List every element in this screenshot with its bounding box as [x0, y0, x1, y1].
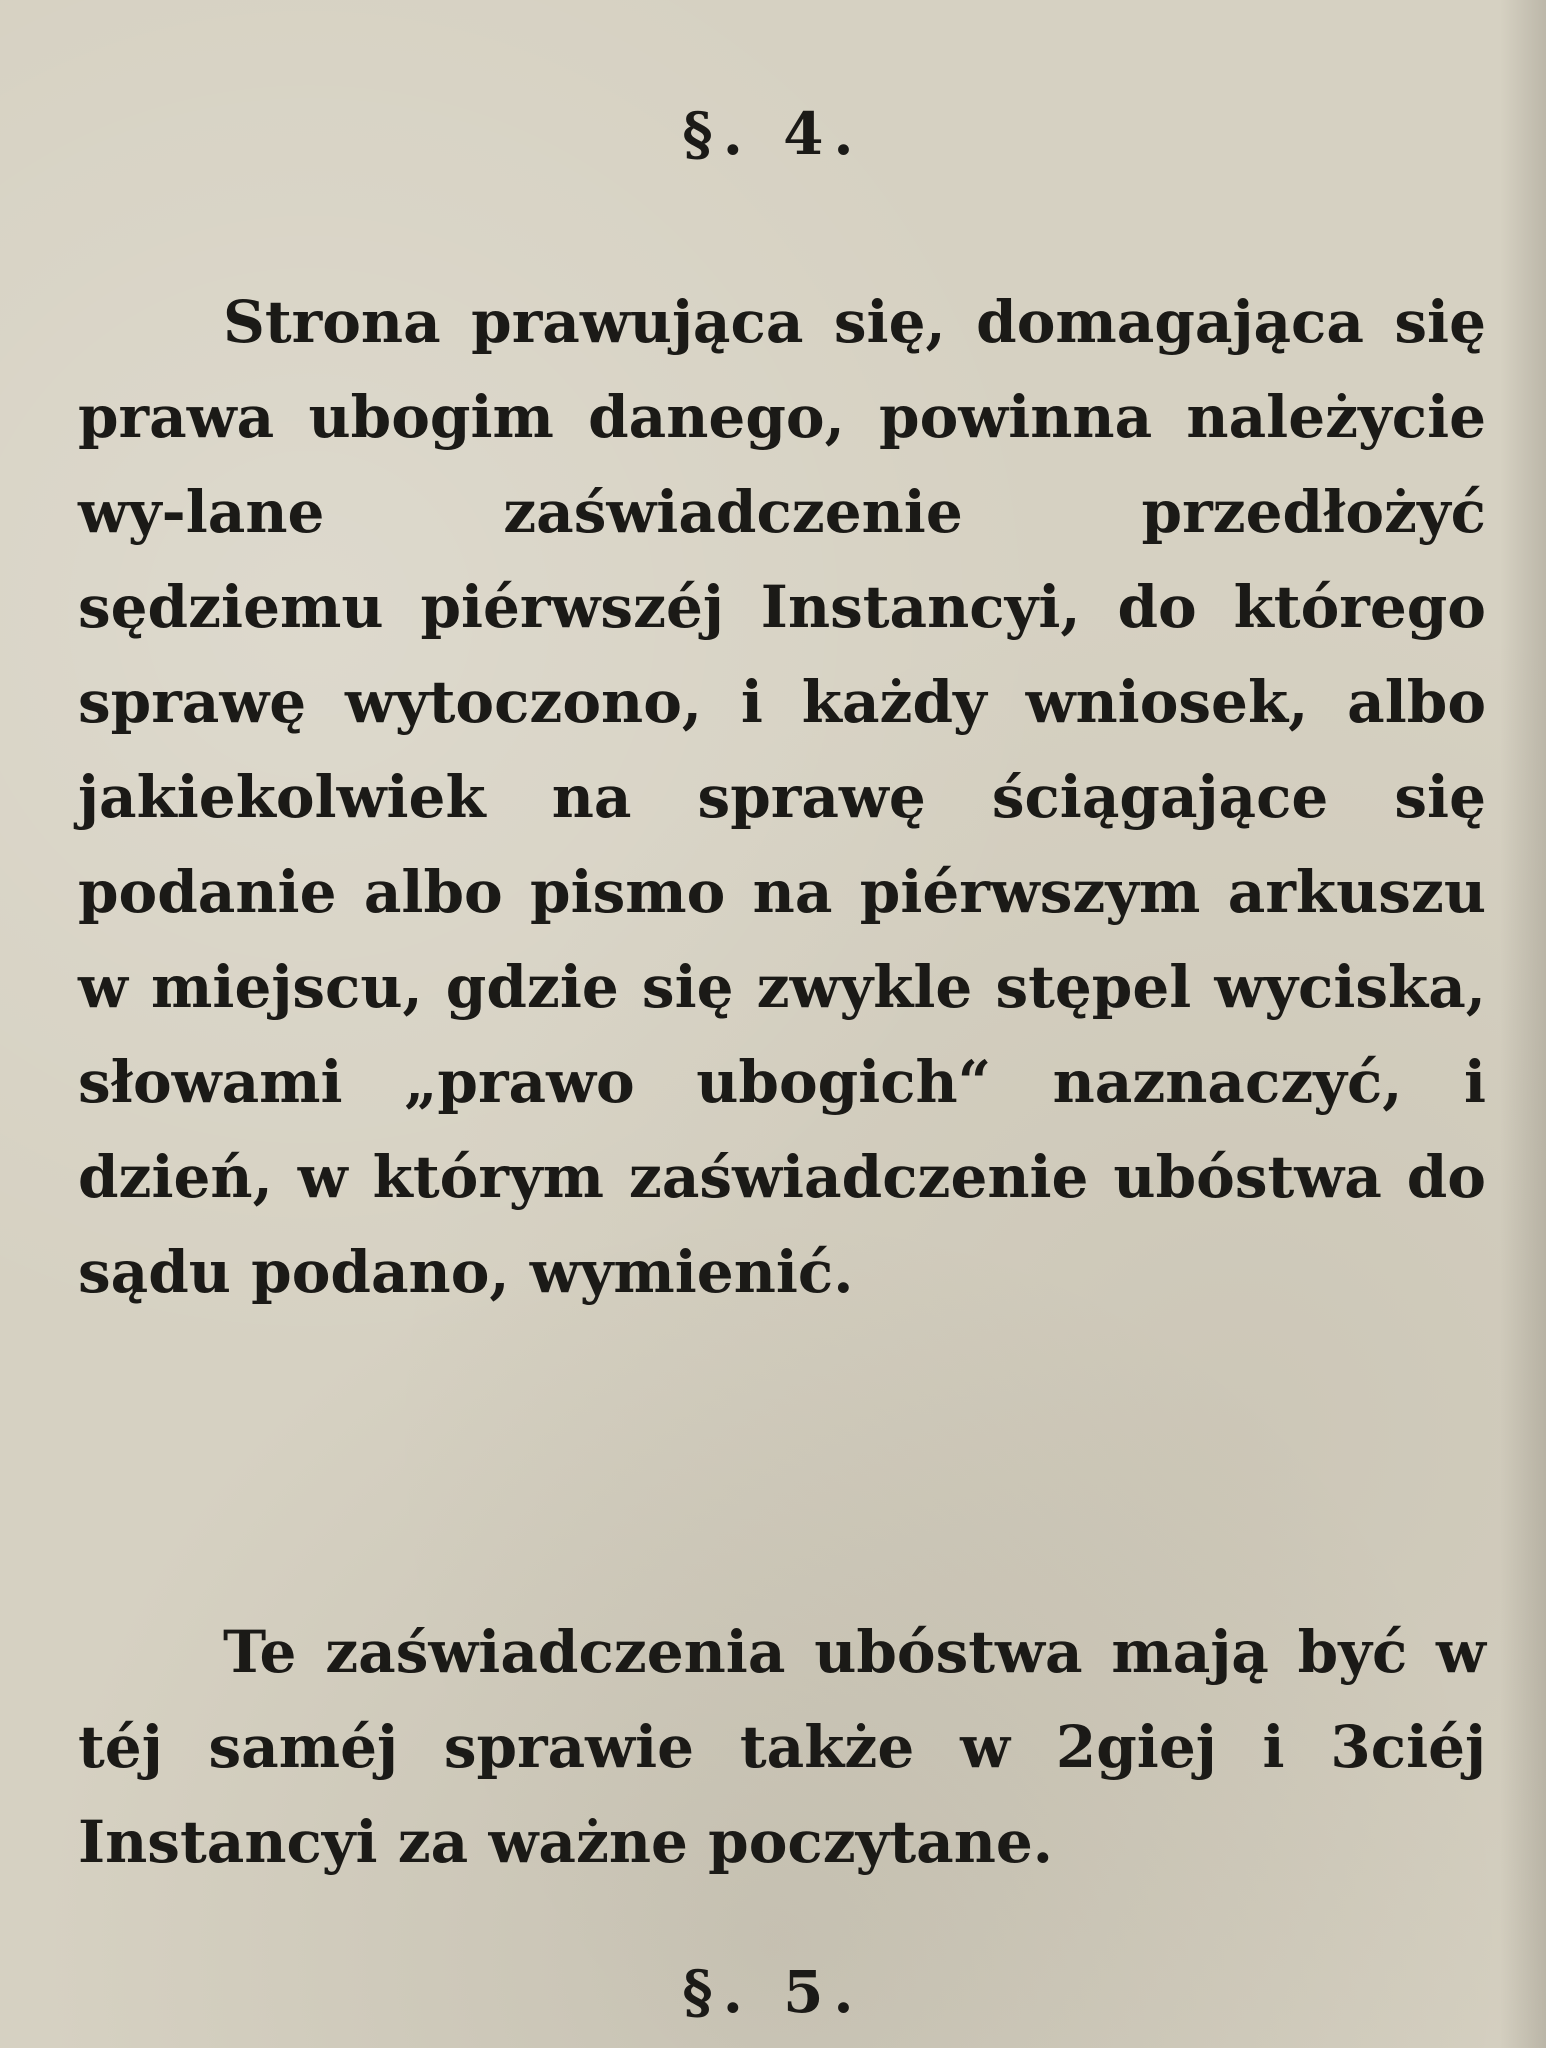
section-heading-5: §. 5.: [682, 1958, 864, 2026]
section-heading-4: §. 4.: [682, 100, 864, 168]
paragraph-2: Te zaświadczenia ubóstwa mają być w téj saméj sprawie także w 2giej i 3ciéj Instancyi za ważne poczytane.: [78, 1618, 1486, 1876]
page-edge-shadow: [1500, 0, 1546, 2048]
paragraph-1: Strona prawująca się, domagająca się prawa ubogim danego, powinna należycie wy-lane zaświadczenie przedłożyć sędziemu piérwszéj Instancyi, do którego sprawę wytoczono, i każdy wniosek, albo jakiekolwiek na sprawę ściągające się podanie albo pismo na piérwszym arkuszu w miejscu, gdzie się zwykle stępel wyciska, słowami „prawo ubogich“ naznaczyć, i dzień, w którym zaświadczenie ubóstwa do sądu podano, wymienić.: [78, 288, 1486, 1306]
